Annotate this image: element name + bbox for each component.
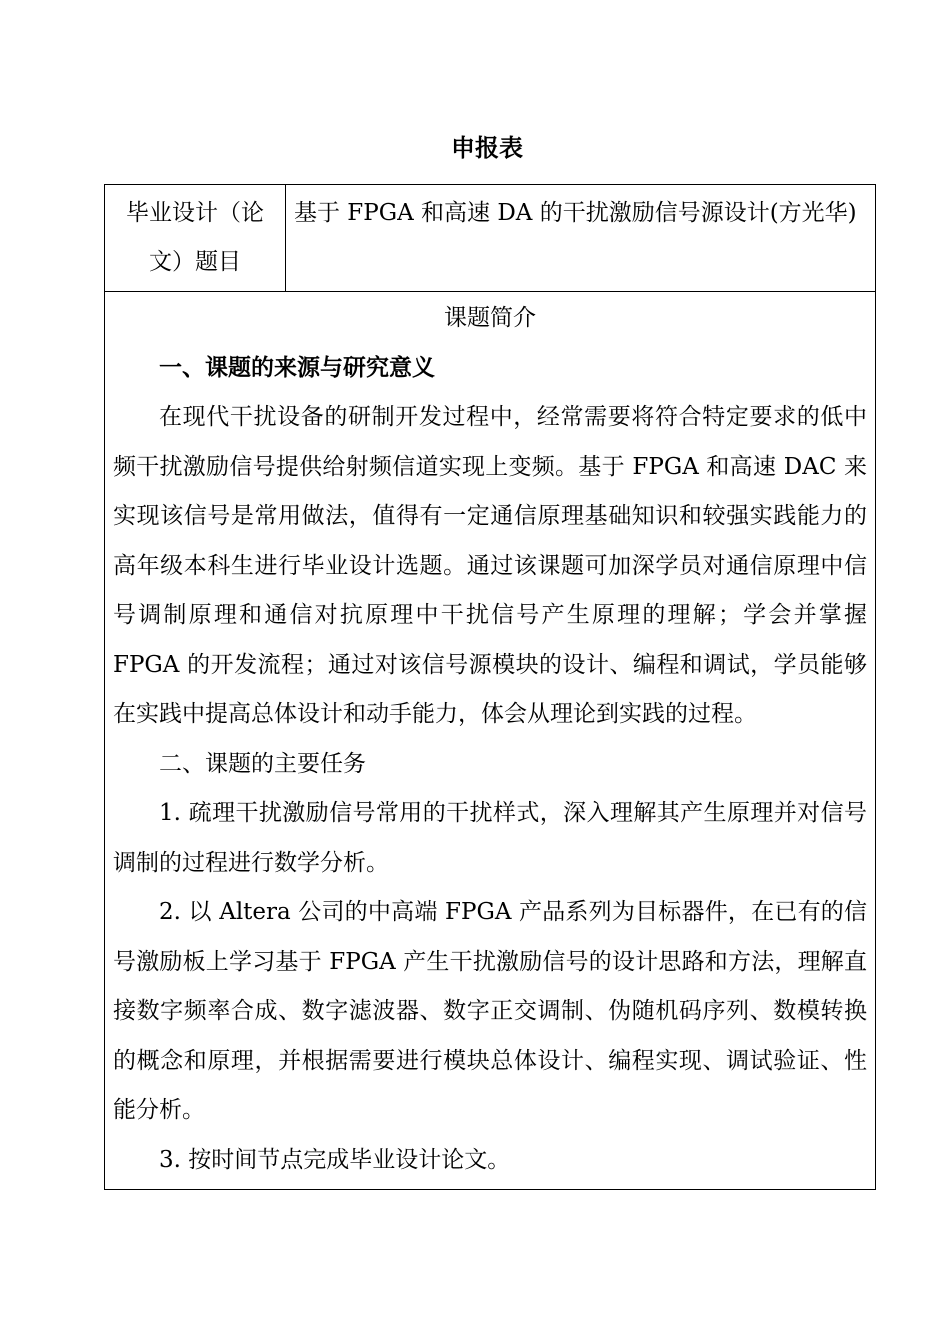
- intro-title: 课题简介: [444, 305, 536, 331]
- topic-value: 基于 FPGA 和高速 DA 的干扰激励信号源设计(方光华): [286, 185, 876, 292]
- intro-cell: [105, 292, 876, 1190]
- section2-heading: 二、课题的主要任务: [159, 750, 366, 777]
- section1-heading: 一、课题的来源与研究意义: [159, 354, 435, 381]
- task-item-1: 1. 疏理干扰激励信号常用的干扰样式，深入理解其产生原理并对信号调制的过程进行数学分析。: [113, 800, 867, 876]
- section1-paragraph: 在现代干扰设备的研制开发过程中，经常需要将符合特定要求的低中频干扰激励信号提供给射频信道实现上变频。基于 FPGA 和高速 DAC 来实现该信号是常用做法，值得有一定通信原理基础知识和较强实践能力的高年级本科生进行毕业设计选题。通过该课题可加深学员对通信原理中信号调制原理和通信对抗原理中干扰信号产生原理的理解；学会并掌握 FPGA 的开发流程；通过对该信号源模块的设计、编程和调试，学员能够在实践中提高总体设计和动手能力，体会从理论到实践的过程。: [113, 404, 867, 727]
- page-title: 申报表: [451, 134, 523, 162]
- intro-row: [105, 292, 876, 1190]
- topic-row: [105, 185, 876, 292]
- task-item-2: 2. 以 Altera 公司的中高端 FPGA 产品系列为目标器件，在已有的信号激励板上学习基于 FPGA 产生干扰激励信号的设计思路和方法，理解直接数字频率合成、数字滤波器、数字正交调制、伪随机码序列、数模转换的概念和原理，并根据需要进行模块总体设计、编程实现、调试验证、性能分析。: [113, 899, 867, 1123]
- application-form-table: [104, 184, 876, 1190]
- topic-label: 毕业设计（论文）题目: [105, 185, 286, 292]
- task-item-3: 3. 按时间节点完成毕业设计论文。: [159, 1146, 511, 1173]
